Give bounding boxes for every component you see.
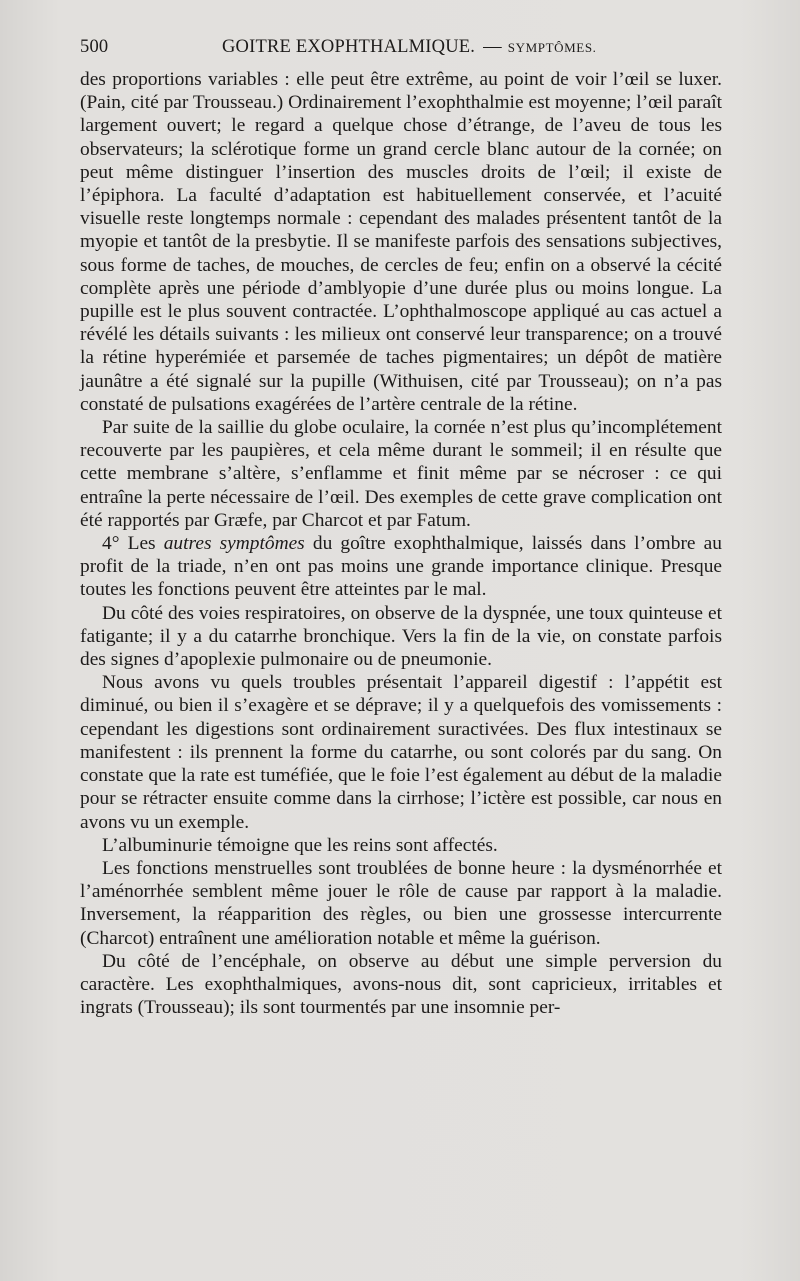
running-title bbox=[222, 33, 597, 62]
paragraph-encephalon: Du côté de l’encéphale, on observe au début une simple perversion du caractère. Les exophthalmiques, avons-nous dit, sont capricieux, irritables et ingrats (Trousseau); ils sont tourmentés par une insomnie per- bbox=[80, 950, 722, 1019]
paragraph-menstrual: Les fonctions menstruelles sont troublées de bonne heure : la dysménorrhée et l’aménorrhée semblent même jouer le rôle de cause par rapport à la maladie. Inversement, la réapparition des règles, ou bien une grossesse intercurrente (Charcot) entraînent une amélioration notable et même la guérison. bbox=[80, 857, 722, 949]
running-title-separator: — bbox=[483, 37, 502, 57]
paragraph-cornea: Par suite de la saillie du globe oculaire, la cornée n’est plus qu’incomplétement recouverte par les paupières, et cela même durant le sommeil; il en résulte que cette membrane s’altère, s’enflamme et finit même par se nécroser : ce qui entraîne la perte nécessaire de l’œil. Des exemples de cette grave complication ont été rapportés par Græfe, par Charcot et par Fatum. bbox=[80, 417, 722, 531]
paragraph-digestive: Nous avons vu quels troubles présentait l’appareil digestif : l’appétit est diminué, ou bien il s’exagère et se déprave; il y a quelquefois des vomissements : cependant les digestions sont ordinairement suractivées. Des flux intestinaux se manifestent : ils prennent la forme du catarrhe, ou sont colorés par du sang. On constate que la rate est tuméfiée, que le foie l’est également au début de la maladie pour se rétracter ensuite comme dans la cirrhose; l’ictère est possible, car nous en avons vu un exemple. bbox=[80, 672, 722, 833]
running-title-main: GOITRE EXOPHTHALMIQUE. bbox=[222, 37, 476, 57]
paragraph-respiratory: Du côté des voies respiratoires, on observe de la dyspnée, une toux quinteuse et fatigante; il y a du catarrhe bronchique. Vers la fin de la vie, on constate parfois des signes d’apoplexie pulmonaire ou de pneumonie. bbox=[80, 602, 722, 671]
running-title-section: SYMPTÔMES. bbox=[507, 40, 597, 55]
running-header bbox=[80, 33, 722, 61]
body-text bbox=[80, 68, 722, 1019]
paragraph-albuminuria: L’albuminurie témoigne que les reins sont affectés. bbox=[102, 834, 498, 856]
section-text: du goître exophthalmique, laissés dans l’ombre au profit de la triade, n’en ont pas moins une grande importance clinique. Presque toutes les fonctions peuvent être atteintes par le mal. bbox=[80, 533, 722, 601]
section-number: 4° bbox=[102, 533, 120, 555]
section-emphasis: autres symptômes bbox=[163, 533, 305, 555]
paragraph-other-symptoms bbox=[80, 532, 722, 602]
paragraph-exophthalmia: des proportions variables : elle peut être extrême, au point de voir l’œil se luxer. (Pain, cité par Trousseau.) Ordinairement l’exophthalmie est moyenne; l’œil paraît largement ouvert; le regard a quelque chose d’étrange, de l’aveu de tous les observateurs; la sclérotique forme un grand cercle blanc autour de la cornée; on peut même distinguer l’insertion des muscles droits de l’œil; il existe de l’épiphora. La faculté d’adaptation est habituellement conservée, et l’acuité visuelle reste longtemps normale : cependant des malades présentent tantôt de la myopie et tantôt de la presbytie. Il se manifeste parfois des sensations subjectives, sous forme de taches, de mouches, de cercles de feu; enfin on a observé la cécité complète après une période d’amblyopie d’une durée plus ou moins longue. La pupille est le plus souvent contractée. L’ophthalmoscope appliqué au cas actuel a révélé les détails suivants : les milieux ont conservé leur transparence; on a trouvé la rétine hyperémiée et parsemée de taches pigmentaires; un dépôt de matière jaunâtre a été signalé sur la pupille (Withuisen, cité par Trousseau); on n’a pas constaté de pulsations exagérées de l’artère centrale de la rétine. bbox=[80, 69, 722, 415]
page-number: 500 bbox=[80, 37, 109, 57]
section-lead: Les bbox=[127, 533, 156, 555]
